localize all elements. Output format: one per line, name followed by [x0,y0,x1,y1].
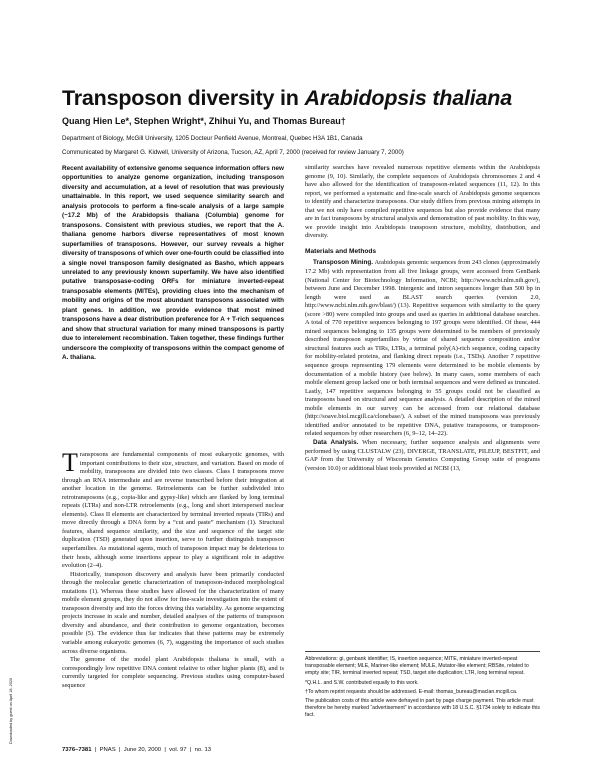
methods-heading: Materials and Methods [305,247,377,255]
history-paragraph: Historically, transposon discovery and analysis have been primarily conducted through the molecular genetic characterization of transposon-induced morphological mutations (1). Whereas these studies have allowed for the characterization of many mobile element groups, they do not allow for fine-scale investigation into the extent of transposon diversity and into the forces driving this variability. As genome sequencing projects increase in scale and number, detailed analyses of the patterns of transposon diversity and abundance, and their contribution to genome organization, becomes possible (5). The evidence thus far indicates that these patterns may be extremely variable among eukaryotic genomes (6, 7), suggesting the importance of such studies across diverse organisms. [62,570,284,655]
footnote-divider [305,651,540,652]
footer-date: June 20, 2000 [123,747,162,753]
download-watermark: Downloaded by guest on April 18, 2020 [9,677,13,744]
footnote-abbreviations: Abbreviations: gi, genbank identifier; IS, insertion sequence; MITE, miniature inverted-repeat transposable element; MLE, Mariner-like element; MULE, Mutator-like element; RBSite, related to empty site; TIR, terminal inverted repeat; TSD, target site duplication; LTR, long terminal repeat. [305,656,529,677]
abstract: Recent availability of extensive genome sequence information offers new opportunities to analyze genome organization, including transposon diversity and accumulation, at a level of resolution that was previously unattainable. In this report, we used sequence similarity search and analysis protocols to perform a fine-scale analysis of a large sample (~17.2 Mb) of the Arabidopsis thaliana (Columbia) genome for transposons. Consistent with previous studies, we report that the A. thaliana genome harbors diverse representatives of most known superfamilies of transposons. However, our survey reveals a higher diversity of transposons of which over one-fourth could be classified into a single novel transposon family designated as Basho, which appears unrelated to any previously known superfamily. We have also identified putative transposase-coding ORFs for miniature inverted-repeat transposable elements (MITEs), providing clues into the mechanism of mobility and origins of the most abundant transposons associated with plant genes. In addition, we provide evidence that most mined transposons have a dear distribution preference for A + T-rich sequences and show that structural variation for many mined transposons is partly due to interelement recombination. Taken together, these findings further underscore the complexity of transposons within the compact genome of A. thaliana. [62,165,284,362]
footnote-equal: *Q.H.L. and S.W. contributed equally to this work. [305,679,419,686]
intro-paragraph [62,448,284,571]
intro-text: ransposons are fundamental components of most eukaryotic genomes, with important contributions to their size, structure, and variation. Based on mode of mobility, transposons are divided into two classes. Class I transposons move through an RNA intermediate and are reverse transcribed before their integration at another location in the genome. Retroelements can be further subdivided into retrotransposons (e.g., copia-like and gypsy-like) which are flanked by long terminal repeats (LTRs) and non-LTR retroelements (e.g., long and short interspersed nuclear elements). Class II elements are characterized by terminal inverted repeats (TIRs) and move directly through a DNA form by a “cut and paste” mechanism (1). Structural features, shared sequence similarity, and the size and sequence of the target site duplication (TSD) generated upon insertion, serve to further distinguish transposon superfamilies. As mutational agents, much of transposon impact may be deleterious to their hosts, although some insertions appear to play a significant role in adaptive evolution (2–4). [62,451,284,570]
footer-number: no. 13 [194,747,212,753]
article-title [62,86,512,111]
analysis-paragraph [305,439,540,473]
mining-label: Transposon Mining. [313,259,374,267]
body-column-right [305,164,540,473]
continuation-paragraph: similarity searches have revealed numerous repetitive elements within the Arabidopsis genome (9, 10). Similarly, the complete sequences of Arabidopsis chromosomes 2 and 4 have also allowed for the identification of transposon-related sequences (11, 12). In this report, we performed a systematic and fine-scale search of Arabidopsis genome sequences to identify and characterize transposons. Our study differs from previous mining attempts in that we not only have compiled repetitive sequences but also provide evidence that many are in fact transposons by structural analysis and demonstration of past mobility. In this way, we provide insight into Arabidopsis transposon structure, mobility, distribution, and diversity. [305,164,540,240]
analysis-text: When necessary, further sequence analysis and alignments were performed by using CLUSTALW (23), DIVERGE, TRANSLATE, PILEUP, BESTFIT, and GAP from the University of Wisconsin Genetics Computing Group suite of programs (version 10.0) or additional blast tools provided at NCBI (13, [305,438,540,472]
footer-journal: PNAS [99,747,116,753]
analysis-label: Data Analysis. [313,438,359,446]
footer-pages: 7376–7381 [62,747,92,753]
footnote-reprint: †To whom reprint requests should be addressed. E-mail: thomas_bureau@maclan.mcgill.ca. [305,688,518,695]
mining-text: Arabidopsis genomic sequences from 243 clones (approximately 17.2 Mb) with representation from all five linkage groups, were accessed from GenBank (National Center for Biotechnology Information, NCBI; http://www.ncbi.nlm.nih.gov/), between June and December 1998. Intergenic and intron sequences longer than 500 bp in length were used as BLAST search queries (version 2.0, http://www.ncbi.nlm.nih.gov/blast/) (13). Repetitive sequences with similarity to the query (score >80) were compiled into groups and used as queries in additional database searches. A total of 770 repetitive sequences belonging to 197 groups were identified. Of these, 444 mined sequences belonging to 135 groups were determined to be members of previously described transposon superfamilies by virtue of shared sequence composition and/or structural features such as TIRs, LTRs, a terminal poly(A)-rich sequence, coding capacity for mobility-related proteins, and flanking direct repeats (i.e., TSDs). Another 7 repetitive sequence groups representing 179 elements were determined to be mobile elements by documentation of a mobile history (see below). In many cases, some members of each mobile element group lacked one or both terminal sequences and were defined as truncated. Lastly, 147 repetitive sequences belonging to 55 groups could not be classified as transposons based on structural and sequence analysis. A detailed description of the mined mobile elements in our survey can be accessed from our relational database (http://soave.biol.mcgill.ca/clonebase/). A subset of the mined transposons was previously identified and/or annotated to be repetitive DNA, putative transposons, or transposon-related sequences by other researchers (6, 9–12, 14–22). [305,259,540,438]
title-main: Transposon diversity in [62,86,299,110]
footnote-charges: The publication costs of this article were defrayed in part by page charge payment. This article must therefore be hereby marked “advertisement” in accordance with 18 U.S.C. §1734 solely to indicate this fact. [305,698,541,719]
author-list: Quang Hien Le*, Stephen Wright*, Zhihui Yu, and Thomas Bureau† [62,116,346,126]
footnotes [305,656,540,722]
affiliation: Department of Biology, McGill University, 1205 Docteur Penfield Avenue, Montreal, Quebec H3A 1B1, Canada [62,135,363,142]
footer-volume: vol. 97 [169,747,187,753]
page-footer: 7376–7381 | PNAS | June 20, 2000 | vol. 97 | no. 13 [62,747,212,753]
genome-paragraph: The genome of the model plant Arabidopsis thaliana is small, with a correspondingly low repetitive DNA content relative to other higher plants (8), and is currently targeted for complete sequencing. Previous studies using computer-based sequence [62,656,284,689]
drop-cap: T [62,448,78,477]
title-species: Arabidopsis thaliana [304,86,512,110]
mining-paragraph [305,259,540,438]
communicated-by: Communicated by Margaret G. Kidwell, University of Arizona, Tucson, AZ, April 7, 2000 (received for review January 7, 2000) [62,149,404,156]
body-column-left [62,448,284,690]
